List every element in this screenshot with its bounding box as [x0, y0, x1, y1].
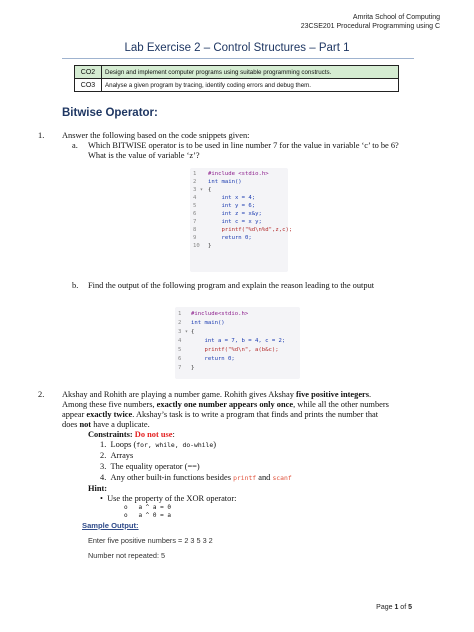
hint-label: Hint: [88, 484, 108, 493]
subquestion-label: b. [72, 281, 79, 290]
text: Use the property of the XOR operator: [107, 494, 237, 503]
question-line [62, 420, 150, 430]
text: Page [376, 604, 395, 611]
subquestion-text: Find the output of the following program and explain the reason leading to the output [88, 281, 375, 290]
line-number: 3 ▾ [193, 187, 204, 193]
list-number: 3. [100, 462, 107, 471]
subquestion-label: a. [72, 141, 78, 150]
page-footer [376, 604, 412, 611]
co-code: CO3 [75, 79, 102, 92]
code-line: return 0; [191, 356, 235, 362]
bullet-icon: • [100, 494, 103, 503]
list-item [100, 462, 200, 472]
subquestion-text: Which BITWISE operator is to be used in line number 7 for the value in variable ‘c’ to be 6? [88, 141, 399, 150]
code-line: #include <stdio.h> [208, 171, 269, 177]
xor-rule: o a ^ a = 0 [124, 504, 171, 511]
co-description: Analyse a given program by tracing, identify coding errors and debug them. [102, 79, 399, 92]
text: Any other built-in functions besides [110, 473, 234, 482]
emphasis: five positive integers [296, 390, 370, 399]
code-line: int a = 7, b = 4, c = 2; [191, 338, 286, 344]
line-number: 1 [178, 311, 182, 317]
code-line: return 0; [208, 235, 252, 241]
text: . Akshay’s task is to write a program that finds and prints the number that [132, 410, 379, 419]
code-text: for, while, do-while [136, 441, 214, 449]
emphasis: exactly twice [86, 410, 133, 419]
line-number: 5 [178, 347, 182, 353]
text: , while all the other numbers [293, 400, 389, 409]
co-description: Design and implement computer programs using suitable programming constructs. [102, 66, 399, 79]
code-line: int c = x y; [208, 219, 262, 225]
code-text: printf [233, 474, 257, 482]
code-line: int x = 4; [208, 195, 256, 201]
header [301, 13, 440, 31]
line-number: 7 [178, 365, 182, 371]
code-line: printf("%d\n%d",z,c); [208, 227, 293, 233]
code-line: int z = x&y; [208, 211, 262, 217]
line-number: 1 [193, 171, 197, 177]
subquestion-text: What is the value of variable ‘z’? [88, 151, 200, 160]
code-snippet-a [190, 168, 293, 272]
code-line: } [208, 243, 212, 249]
code-text: scanf [272, 474, 292, 482]
code-line: { [191, 329, 195, 335]
text: The equality operator (==) [110, 462, 200, 471]
text: Arrays [110, 451, 134, 460]
text: and [256, 473, 273, 482]
page-title: Lab Exercise 2 – Control Structures – Part 1 [124, 42, 350, 54]
text: . [369, 390, 372, 399]
constraints-warning: Do not use [134, 430, 173, 439]
line-number: 2 [178, 320, 182, 326]
emphasis: not [79, 420, 92, 429]
sample-output-title: Sample Output: [82, 521, 139, 530]
question-line [62, 410, 378, 420]
constraints-label: Constraints: [88, 430, 135, 439]
line-number: 3 ▾ [178, 329, 189, 335]
text: ) [213, 440, 217, 449]
line-number: 6 [178, 356, 182, 362]
emphasis: exactly one number appears only once [156, 400, 294, 409]
list-number: 1. [100, 440, 107, 449]
section-title: Bitwise Operator: [62, 107, 158, 119]
text: have a duplicate. [91, 420, 150, 429]
constraints-heading [88, 430, 175, 440]
list-item [100, 440, 216, 450]
text: Among these five numbers, [62, 400, 157, 409]
line-number: 5 [193, 203, 197, 209]
course-outcomes-table [74, 65, 399, 92]
text: does [62, 420, 80, 429]
question-text: Answer the following based on the code snippets given: [62, 131, 250, 140]
line-number: 10 [193, 243, 200, 249]
list-item [100, 451, 133, 461]
code-line: { [208, 187, 212, 193]
question-number: 1. [38, 131, 45, 140]
line-number: 2 [193, 179, 197, 185]
line-number: 7 [193, 219, 197, 225]
code-snippet-b [175, 307, 300, 379]
sample-output-line: Number not repeated: 5 [88, 551, 166, 560]
list-item [100, 494, 236, 504]
table-row [75, 79, 399, 92]
question-line [62, 400, 389, 410]
question-number: 2. [38, 390, 45, 399]
co-code: CO2 [75, 66, 102, 79]
code-line: printf("%d\n", a(b&c); [191, 347, 279, 353]
text: of [398, 604, 409, 611]
code-line: int y = 6; [208, 203, 256, 209]
page-number: 1 [394, 604, 399, 611]
table-row [75, 66, 399, 79]
text: : [172, 430, 175, 439]
list-number: 4. [100, 473, 107, 482]
line-number: 4 [178, 338, 182, 344]
text: appear [62, 410, 87, 419]
code-line: } [191, 365, 195, 371]
xor-rule: o a ^ 0 = a [124, 512, 171, 519]
line-number: 9 [193, 235, 197, 241]
title-rule [62, 58, 414, 59]
line-number: 6 [193, 211, 197, 217]
list-number: 2. [100, 451, 107, 460]
line-number: 8 [193, 227, 197, 233]
code-line: int main() [208, 179, 242, 185]
code-line: #include<stdio.h> [191, 311, 249, 317]
text: Loops ( [110, 440, 137, 449]
list-item [100, 473, 292, 483]
course-name: 23CSE201 Procedural Programming using C [300, 23, 440, 30]
code-line: int main() [191, 320, 225, 326]
school-name: Amrita School of Computing [352, 14, 440, 21]
page-total: 5 [408, 604, 412, 611]
sample-output-line: Enter five positive numbers = 2 3 5 3 2 [88, 536, 213, 545]
question-line [62, 390, 414, 400]
line-number: 4 [193, 195, 197, 201]
text: Akshay and Rohith are playing a number game. Rohith gives Akshay [62, 390, 296, 399]
